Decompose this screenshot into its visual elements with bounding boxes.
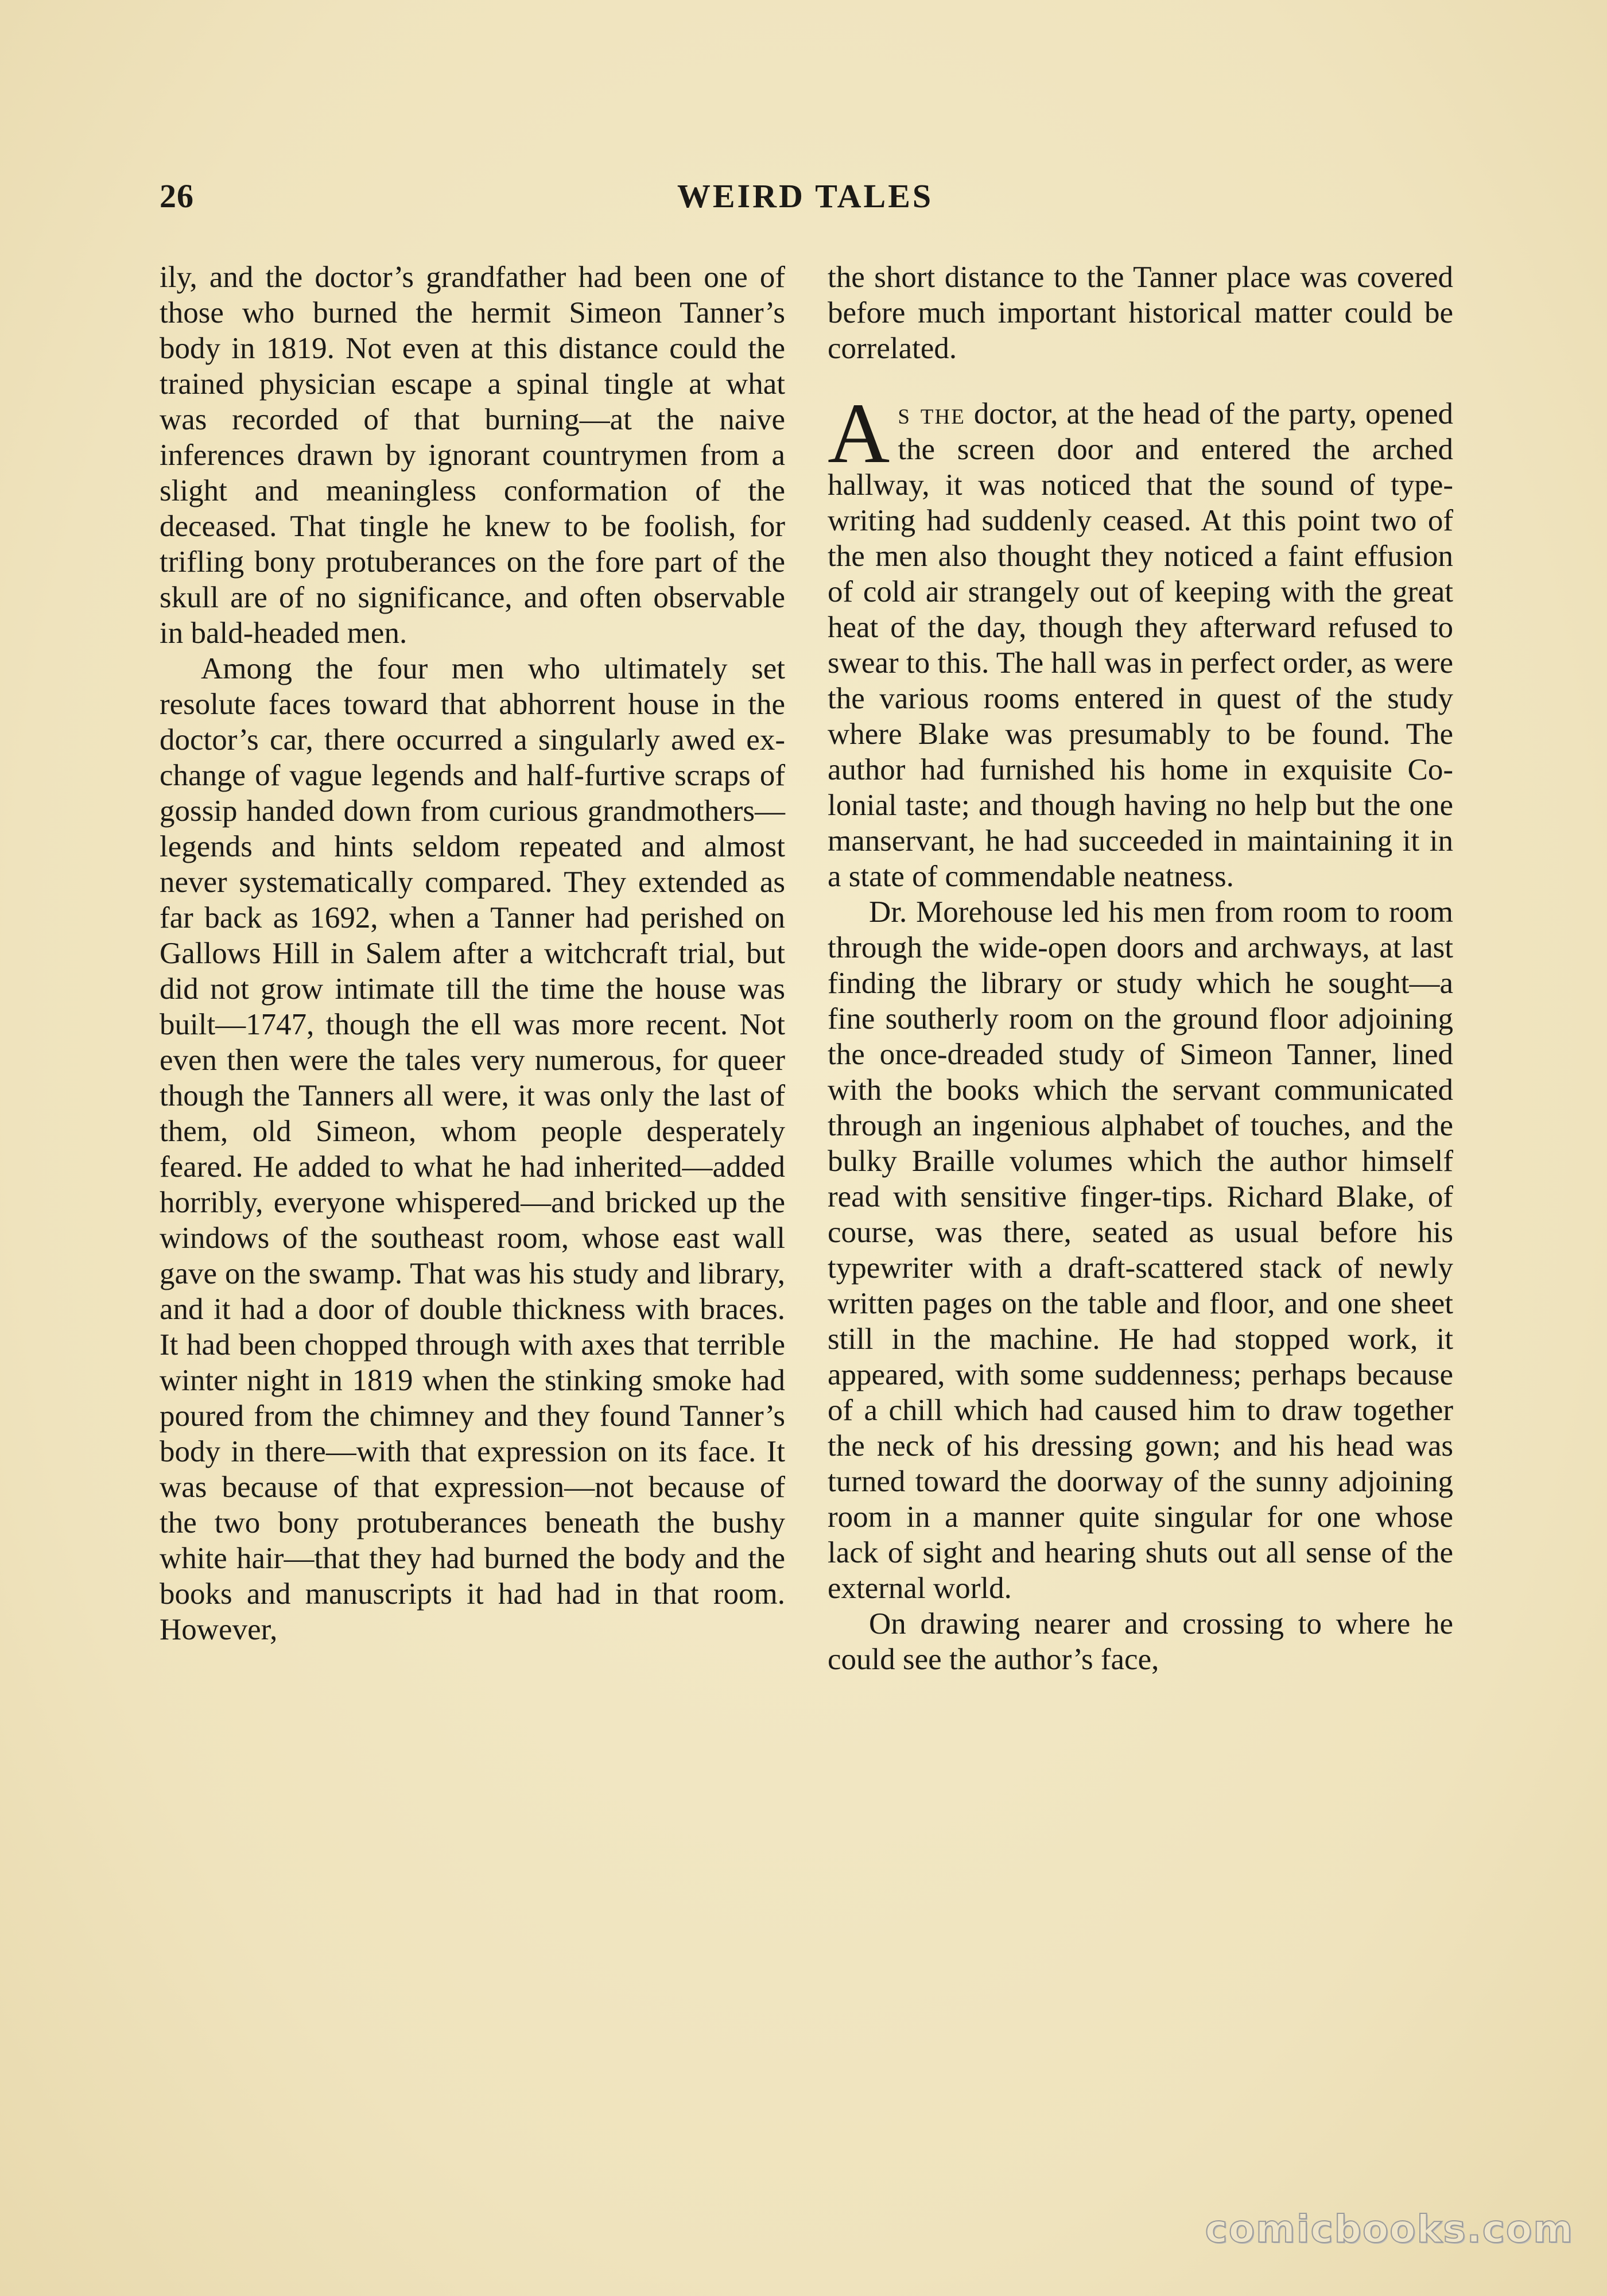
- paragraph: Among the four men who ultimately set resolute faces toward that abhorrent house in the doctor’s car, there occurred a singularly awed exchange of vague legends and half-furtive scraps of gossip handed down from curious grandmothers—legends and hints seldom repeated and almost never systematically compared. They extended as far back as 1692, when a Tanner had perished on Gallows Hill in Salem after a witchcraft trial, but did not grow intimate till the time the house was built—1747, though the ell was more recent. Not even then were the tales very numerous, for queer though the Tanners all were, it was only the last of them, old Simeon, whom people desperately feared. He added to what he had inherited—added horribly, everyone whispered—and bricked up the windows of the southeast room, whose east wall gave on the swamp. That was his study and library, and it had a door of double thickness with braces. It had been chopped through with axes that terrible winter night in 1819 when the stinking smoke had poured from the chimney and they found Tanner’s body in there—with that expression on its face. It was because of that expression—not because of the two bony protuberances beneath the bushy white hair—that they had burned the body and the books and manuscripts it had had in that room. However,: [160, 652, 785, 1646]
- drop-cap: A: [828, 386, 890, 481]
- watermark-logo: comicbooks.com: [1205, 2207, 1574, 2251]
- small-caps-lead: s the: [898, 397, 965, 430]
- paragraph: On drawing nearer and crossing to where he could see the author’s face,: [828, 1607, 1453, 1676]
- paragraph: the short distance to the Tanner place was covered before much important historical matter could be correlated.: [828, 261, 1453, 365]
- page-header: [160, 172, 1451, 224]
- right-column: [828, 259, 1453, 1677]
- paragraph-text: doctor, at the head of the party, opened the screen door and entered the arched hallway, it was noticed that the sound of typewriting had suddenly ceased. At this point two of the men also thought they noticed a faint effusion of cold air strangely out of keeping with the great heat of the day, though they afterward refused to swear to this. The hall was in perfect order, as were the various rooms entered in quest of the study where Blake was presumably to be found. The author had furnished his home in exquisite Colonial taste; and though having no help but the one manservant, he had succeeded in maintaining it in a state of commendable neatness.: [828, 397, 1453, 893]
- left-column: [160, 259, 785, 1647]
- paragraph: Dr. Morehouse led his men from room to room through the wide-open doors and archways, at last finding the library or study which he sought—a fine southerly room on the ground floor adjoining the once-dreaded study of Simeon Tanner, lined with the books which the servant communicated through an ingenious alphabet of touches, and the bulky Braille volumes which the author himself read with sensitive finger-tips. Richard Blake, of course, was there, seated as usual before his typewriter with a draft-scattered stack of newly written pages on the table and floor, and one sheet still in the machine. He had stopped work, it appeared, with some suddenness; perhaps because of a chill which had caused him to draw together the neck of his dressing gown; and his head was turned toward the doorway of the sunny adjoining room in a manner quite singular for one whose lack of sight and hearing shuts out all sense of the external world.: [828, 895, 1453, 1605]
- paragraph: ily, and the doctor’s grandfather had been one of those who burned the hermit Simeon Tanner’s body in 1819. Not even at this distance could the trained physician escape a spinal tingle at what was recorded of that burning—at the naive inferences drawn by ignorant countrymen from a slight and meaningless conformation of the deceased. That tingle he knew to be foolish, for trifling bony protuberances on the fore part of the skull are of no significance, and often observable in bald-headed men.: [160, 261, 785, 650]
- page-number: 26: [160, 177, 194, 215]
- running-title: WEIRD TALES: [677, 177, 934, 215]
- section-opening-paragraph: [828, 386, 1453, 894]
